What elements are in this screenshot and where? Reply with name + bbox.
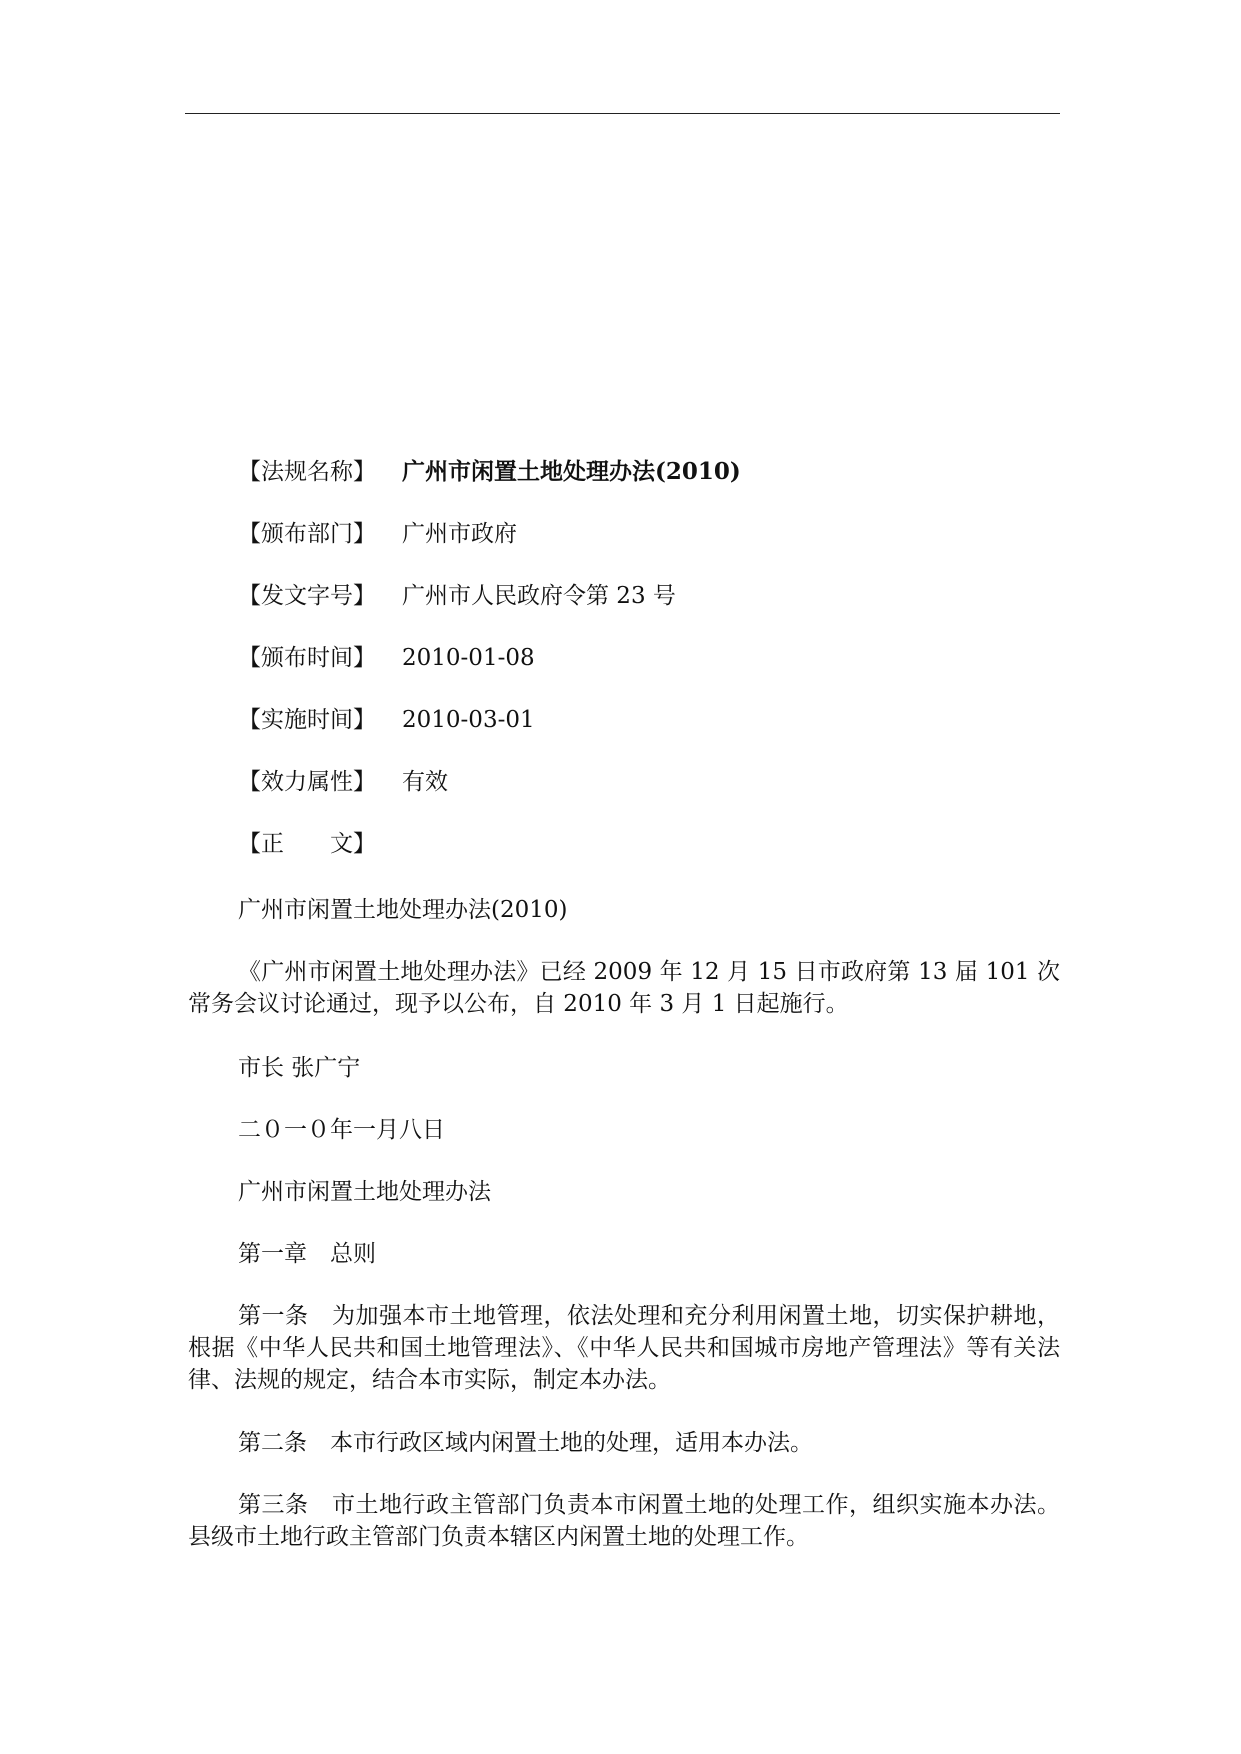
article-2: 第二条 本市行政区域内闲置土地的处理，适用本办法。 — [238, 1430, 813, 1456]
meta-label: 【正 文】 — [238, 831, 376, 857]
mayor-signature: 市长 张广宁 — [238, 1055, 361, 1081]
meta-value: 广州市闲置土地处理办法(2010) — [402, 458, 741, 485]
meta-label: 【效力属性】 — [238, 769, 376, 795]
meta-value: 2010-01-08 — [402, 645, 535, 671]
meta-label: 【法规名称】 — [238, 459, 376, 485]
article-3: 第三条 市土地行政主管部门负责本市闲置土地的处理工作，组织实施本办法。县级市土地行政主管部门负责本辖区内闲置土地的处理工作。 — [188, 1492, 1060, 1550]
issue-date-text: 二０一０年一月八日 — [238, 1117, 445, 1143]
article-1: 第一条 为加强本市土地管理，依法处理和充分利用闲置土地，切实保护耕地，根据《中华人民共和国土地管理法》、《中华人民共和国城市房地产管理法》等有关法律、法规的规定，结合本市实际，制定本办法。 — [188, 1303, 1060, 1393]
meta-row-validity — [238, 768, 1038, 830]
meta-row-title — [238, 458, 1038, 520]
meta-label: 【发文字号】 — [238, 583, 376, 609]
meta-label: 【颁布时间】 — [238, 645, 376, 671]
meta-value: 广州市人民政府令第 23 号 — [402, 583, 676, 609]
meta-row-doc-number — [238, 582, 1038, 644]
meta-row-department — [238, 520, 1038, 582]
meta-row-body-heading — [238, 830, 1038, 892]
metadata-block — [238, 458, 1038, 892]
meta-row-issue-date — [238, 644, 1038, 706]
meta-label: 【颁布部门】 — [238, 521, 376, 547]
meta-value: 2010-03-01 — [402, 707, 535, 733]
meta-value: 广州市政府 — [402, 521, 517, 547]
document-title: 广州市闲置土地处理办法 — [238, 1179, 491, 1205]
meta-value: 有效 — [402, 769, 448, 795]
header-rule — [185, 113, 1060, 114]
meta-label: 【实施时间】 — [238, 707, 376, 733]
intro-paragraph: 《广州市闲置土地处理办法》已经 2009 年 12 月 15 日市政府第 13 届 101 次常务会议讨论通过，现予以公布，自 2010 年 3 月 1 日起施行。 — [188, 959, 1060, 1017]
law-title-line: 广州市闲置土地处理办法(2010) — [238, 897, 568, 923]
meta-row-effective-date — [238, 706, 1038, 768]
chapter-heading: 第一章 总则 — [238, 1241, 376, 1267]
